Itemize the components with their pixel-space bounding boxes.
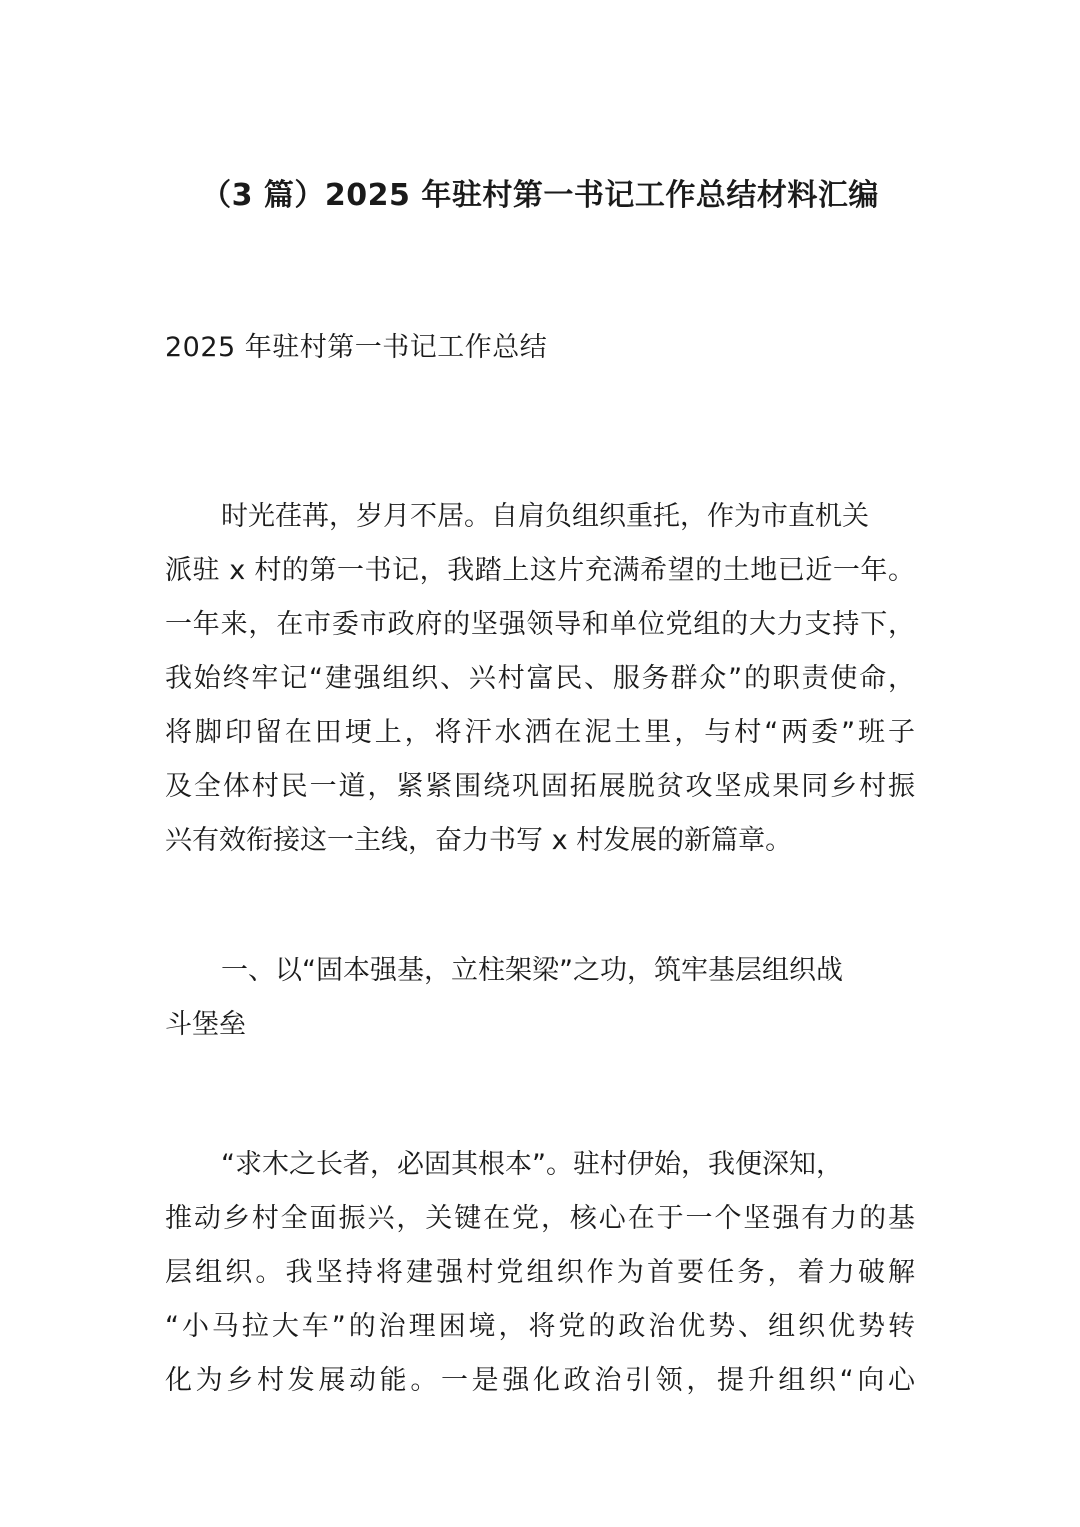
- document-subtitle: 2025 年驻村第一书记工作总结: [165, 332, 548, 363]
- paragraph-line: 兴有效衔接这一主线，奋力书写 x 村发展的新篇章。: [165, 825, 793, 856]
- heading-line: 斗堡垒: [165, 1009, 246, 1040]
- document-title: （3 篇）2025 年驻村第一书记工作总结材料汇编: [201, 178, 879, 213]
- paragraph-line: 我始终牢记“建强组织、兴村富民、服务群众”的职责使命，: [165, 663, 915, 694]
- section-heading-1: [165, 944, 843, 1052]
- paragraph-line: 化为乡村发展动能。一是强化政治引领，提升组织“向心: [165, 1365, 915, 1396]
- paragraph-line: 将脚印留在田埂上，将汗水洒在泥土里，与村“两委”班子: [165, 717, 915, 748]
- paragraph-line: 派驻 x 村的第一书记，我踏上这片充满希望的土地已近一年。: [165, 555, 915, 586]
- paragraph-line: 推动乡村全面振兴，关键在党，核心在于一个坚强有力的基: [165, 1203, 915, 1234]
- paragraph-line: “求木之长者，必固其根本”。驻村伊始，我便深知，: [221, 1149, 843, 1180]
- paragraph-line: 时光荏苒，岁月不居。自肩负组织重托，作为市直机关: [221, 501, 869, 532]
- paragraph-line: 层组织。我坚持将建强村党组织作为首要任务，着力破解: [165, 1257, 915, 1288]
- paragraph-line: “小马拉大车”的治理困境，将党的政治优势、组织优势转: [165, 1311, 915, 1342]
- heading-line: 一、以“固本强基，立柱架梁”之功，筑牢基层组织战: [221, 955, 843, 986]
- intro-paragraph: [165, 490, 915, 868]
- paragraph-line: 及全体村民一道，紧紧围绕巩固拓展脱贫攻坚成果同乡村振: [165, 771, 915, 802]
- paragraph-line: 一年来，在市委市政府的坚强领导和单位党组的大力支持下，: [165, 609, 915, 640]
- section-1-paragraph: [165, 1138, 915, 1408]
